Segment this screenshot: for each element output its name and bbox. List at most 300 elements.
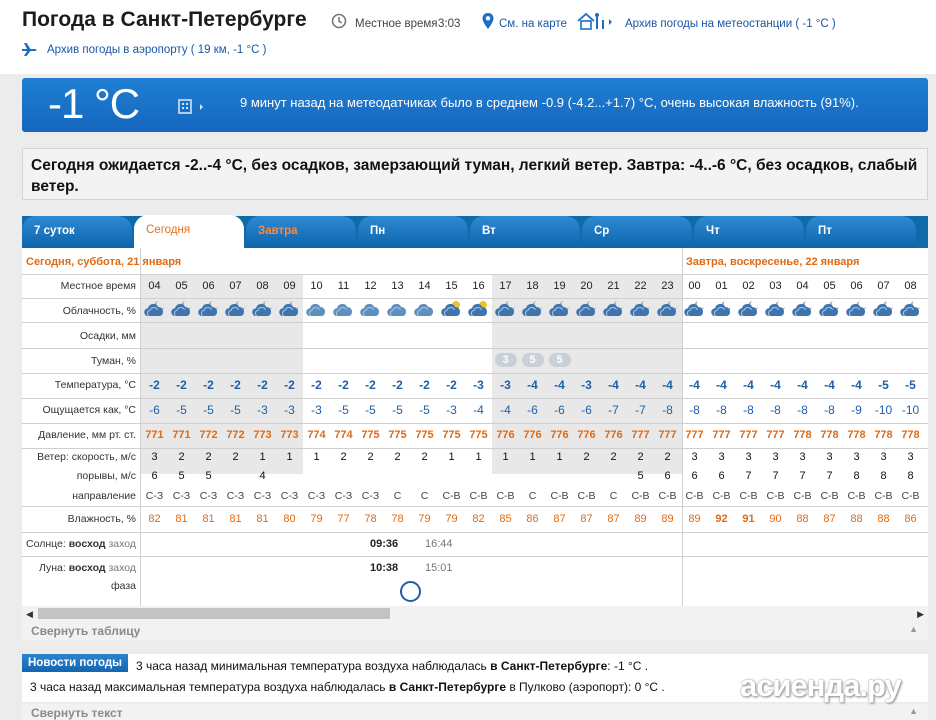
humidity-cell: 81 bbox=[256, 513, 269, 525]
fog-value: 5 bbox=[556, 354, 563, 366]
news-line-1-text: 3 часа назад минимальная температура воздуха наблюдалась bbox=[136, 659, 487, 673]
row-label-humidity: Влажность, % bbox=[67, 513, 136, 525]
scrollbar-thumb[interactable] bbox=[38, 608, 390, 619]
collapse-table-button[interactable] bbox=[22, 622, 928, 640]
hour-cell: 21 bbox=[607, 280, 620, 292]
wind-gust-cell: 5 bbox=[637, 470, 644, 482]
moon-rise-label: восход bbox=[68, 562, 106, 574]
hour-cell: 02 bbox=[742, 280, 755, 292]
map-pin-icon bbox=[481, 12, 495, 30]
date-today: Сегодня, суббота, 21 января bbox=[26, 256, 182, 268]
news-line-2-city: в Санкт-Петербурге bbox=[388, 680, 506, 694]
row-divider bbox=[22, 322, 928, 323]
sunrise-time: 09:36 bbox=[370, 538, 399, 550]
current-temperature: -1 °C bbox=[48, 80, 140, 127]
wind-direction-cell: С-З bbox=[334, 490, 353, 502]
temperature-cell: -2 bbox=[230, 378, 241, 392]
wind-speed-cell: 1 bbox=[529, 451, 536, 463]
wind-direction-cell: С-В bbox=[793, 490, 812, 502]
hour-cell: 09 bbox=[283, 280, 296, 292]
row-label-fog: Туман, % bbox=[91, 355, 136, 367]
hour-cell: 04 bbox=[148, 280, 161, 292]
tab-7[interactable]: Пт bbox=[806, 216, 916, 248]
hour-cell: 18 bbox=[526, 280, 539, 292]
humidity-cell: 79 bbox=[418, 513, 431, 525]
wind-direction-cell: С-В bbox=[766, 490, 785, 502]
hour-cell: 10 bbox=[310, 280, 323, 292]
collapse-text-up-icon: ▲ bbox=[909, 706, 918, 716]
temperature-cell: -3 bbox=[473, 378, 484, 392]
station-icon bbox=[576, 11, 616, 31]
cloud-icon bbox=[330, 299, 357, 322]
humidity-cell: 86 bbox=[526, 513, 539, 525]
wind-gust-cell: 7 bbox=[799, 470, 806, 482]
wind-speed-cell: 3 bbox=[151, 451, 158, 463]
news-line-1 bbox=[136, 659, 648, 673]
humidity-cell: 86 bbox=[904, 513, 917, 525]
temperature-cell: -4 bbox=[608, 378, 619, 392]
humidity-cell: 89 bbox=[661, 513, 674, 525]
wind-speed-cell: 3 bbox=[718, 451, 725, 463]
hour-cell: 17 bbox=[499, 280, 512, 292]
cloud-night-icon bbox=[870, 299, 897, 322]
tab-4[interactable]: Вт bbox=[470, 216, 580, 248]
fog-value: 3 bbox=[502, 354, 509, 366]
cloud-night-icon bbox=[708, 299, 735, 322]
wind-speed-cell: 2 bbox=[340, 451, 347, 463]
moon-phase-icon bbox=[400, 581, 421, 602]
humidity-cell: 88 bbox=[850, 513, 863, 525]
row-label-temp: Температура, °C bbox=[54, 379, 136, 391]
feels-like-cell: -3 bbox=[284, 403, 295, 417]
wind-speed-cell: 1 bbox=[475, 451, 482, 463]
wind-direction-cell: С-В bbox=[874, 490, 893, 502]
sun-set-label: заход bbox=[108, 538, 136, 550]
wind-speed-cell: 3 bbox=[745, 451, 752, 463]
tab-1[interactable]: Сегодня bbox=[134, 215, 244, 248]
wind-gust-cell: 7 bbox=[826, 470, 833, 482]
wind-speed-cell: 2 bbox=[664, 451, 671, 463]
wind-gust-cell: 7 bbox=[772, 470, 779, 482]
temperature-cell: -4 bbox=[635, 378, 646, 392]
temperature-cell: -4 bbox=[689, 378, 700, 392]
row-divider bbox=[22, 398, 928, 399]
news-line-1-value: : -1 °C . bbox=[607, 659, 649, 673]
temperature-cell: -5 bbox=[905, 378, 916, 392]
cloud-night-icon bbox=[762, 299, 789, 322]
scroll-right-icon[interactable]: ▶ bbox=[917, 609, 924, 619]
wind-speed-cell: 1 bbox=[286, 451, 293, 463]
row-divider bbox=[22, 448, 928, 449]
humidity-cell: 92 bbox=[715, 513, 728, 525]
humidity-cell: 91 bbox=[742, 513, 755, 525]
temperature-cell: -4 bbox=[527, 378, 538, 392]
humidity-cell: 88 bbox=[796, 513, 809, 525]
hour-cell: 03 bbox=[769, 280, 782, 292]
row-divider bbox=[22, 506, 928, 507]
wind-gust-cell: 5 bbox=[205, 470, 212, 482]
forecast-summary-text: Сегодня ожидается -2..-4 °C, без осадков, замерзающий туман, легкий ветер. Завтра: -4..-6 °C, без осадков, слабый ветер. bbox=[31, 157, 918, 195]
collapse-text-button[interactable] bbox=[22, 704, 928, 720]
row-label-precip: Осадки, мм bbox=[79, 330, 136, 342]
temperature-cell: -2 bbox=[149, 378, 160, 392]
feels-like-cell: -10 bbox=[901, 403, 920, 417]
feels-like-cell: -5 bbox=[230, 403, 241, 417]
wind-direction-cell: С-З bbox=[361, 490, 380, 502]
page-header bbox=[0, 0, 936, 74]
cloud-night-icon bbox=[897, 299, 924, 322]
cloud-sun-icon bbox=[465, 299, 492, 322]
humidity-cell: 78 bbox=[391, 513, 404, 525]
pressure-cell: 775 bbox=[469, 429, 488, 441]
collapse-table-label: Свернуть таблицу bbox=[31, 624, 141, 638]
airport-archive-link[interactable]: Архив погоды в аэропорту ( 19 км, -1 °C ) bbox=[47, 44, 267, 56]
pressure-cell: 776 bbox=[550, 429, 569, 441]
feels-like-cell: -5 bbox=[365, 403, 376, 417]
sunset-time: 16:44 bbox=[425, 538, 453, 550]
temperature-cell: -2 bbox=[203, 378, 214, 392]
wind-direction-cell: С-В bbox=[739, 490, 758, 502]
pressure-cell: 772 bbox=[199, 429, 218, 441]
pressure-cell: 775 bbox=[442, 429, 461, 441]
pressure-cell: 776 bbox=[577, 429, 596, 441]
temperature-cell: -2 bbox=[284, 378, 295, 392]
cloud-icon bbox=[357, 299, 384, 322]
pressure-cell: 777 bbox=[685, 429, 704, 441]
cloud-night-icon bbox=[222, 299, 249, 322]
humidity-cell: 88 bbox=[877, 513, 890, 525]
hour-cell: 15 bbox=[445, 280, 458, 292]
pressure-cell: 771 bbox=[172, 429, 191, 441]
cloud-sun-icon bbox=[438, 299, 465, 322]
news-line-2-value: в Пулково (аэропорт): 0 °C . bbox=[509, 680, 665, 694]
feels-like-cell: -8 bbox=[770, 403, 781, 417]
pressure-cell: 777 bbox=[766, 429, 785, 441]
wind-direction-cell: С-З bbox=[226, 490, 245, 502]
tab-3[interactable]: Пн bbox=[358, 216, 468, 248]
humidity-cell: 87 bbox=[823, 513, 836, 525]
wind-direction-cell: С bbox=[528, 490, 537, 502]
hour-cell: 00 bbox=[688, 280, 701, 292]
table-scrollbar[interactable] bbox=[22, 606, 928, 622]
cloud-night-icon bbox=[492, 299, 519, 322]
hour-cell: 06 bbox=[202, 280, 215, 292]
humidity-cell: 81 bbox=[202, 513, 215, 525]
pressure-cell: 778 bbox=[901, 429, 920, 441]
tab-0[interactable]: 7 суток bbox=[22, 216, 132, 248]
wind-direction-cell: С-З bbox=[199, 490, 218, 502]
news-line-2-text: 3 часа назад максимальная температура воздуха наблюдалась bbox=[30, 680, 386, 694]
pressure-cell: 775 bbox=[361, 429, 380, 441]
wind-speed-cell: 3 bbox=[826, 451, 833, 463]
wind-speed-cell: 3 bbox=[772, 451, 779, 463]
local-time-label: Местное время bbox=[355, 18, 438, 30]
temperature-cell: -4 bbox=[797, 378, 808, 392]
news-line-1-city: в Санкт-Петербурге bbox=[490, 659, 608, 673]
humidity-cell: 77 bbox=[337, 513, 350, 525]
moon-set-label: заход bbox=[108, 562, 136, 574]
feels-like-cell: -6 bbox=[581, 403, 592, 417]
wind-direction-cell: С-В bbox=[442, 490, 461, 502]
feels-like-cell: -8 bbox=[689, 403, 700, 417]
cloud-night-icon bbox=[600, 299, 627, 322]
hour-cell: 05 bbox=[175, 280, 188, 292]
sun-rise-label: восход bbox=[68, 538, 106, 550]
hour-cell: 08 bbox=[904, 280, 917, 292]
cloud-night-icon bbox=[735, 299, 762, 322]
cloud-icon bbox=[384, 299, 411, 322]
pressure-cell: 777 bbox=[631, 429, 650, 441]
watermark-logo: асиенда.ру bbox=[740, 668, 901, 703]
cloud-night-icon bbox=[519, 299, 546, 322]
temperature-cell: -2 bbox=[311, 378, 322, 392]
wind-speed-cell: 3 bbox=[691, 451, 698, 463]
wind-speed-cell: 3 bbox=[799, 451, 806, 463]
cloud-night-icon bbox=[573, 299, 600, 322]
wind-speed-cell: 2 bbox=[178, 451, 185, 463]
pressure-cell: 774 bbox=[307, 429, 326, 441]
current-weather-banner bbox=[22, 78, 928, 132]
wind-direction-cell: С-В bbox=[631, 490, 650, 502]
row-label-sun bbox=[22, 538, 136, 550]
temperature-cell: -4 bbox=[716, 378, 727, 392]
moonrise-time: 10:38 bbox=[370, 562, 399, 574]
feels-like-cell: -5 bbox=[392, 403, 403, 417]
hour-cell: 11 bbox=[337, 280, 350, 292]
wind-direction-cell: С-В bbox=[847, 490, 866, 502]
wind-direction-cell: С bbox=[393, 490, 402, 502]
wind-speed-cell: 3 bbox=[853, 451, 860, 463]
hour-cell: 13 bbox=[391, 280, 404, 292]
temperature-cell: -4 bbox=[662, 378, 673, 392]
wind-speed-cell: 2 bbox=[610, 451, 617, 463]
hour-cell: 14 bbox=[418, 280, 431, 292]
wind-speed-cell: 2 bbox=[367, 451, 374, 463]
wind-gust-cell: 8 bbox=[880, 470, 887, 482]
row-label-gusts: порывы, м/с bbox=[76, 470, 136, 482]
hour-cell: 12 bbox=[364, 280, 377, 292]
wind-direction-cell: С-В bbox=[577, 490, 596, 502]
wind-gust-cell: 5 bbox=[178, 470, 185, 482]
tab-6[interactable]: Чт bbox=[694, 216, 804, 248]
humidity-cell: 87 bbox=[553, 513, 566, 525]
pressure-cell: 774 bbox=[334, 429, 353, 441]
cloud-icon bbox=[411, 299, 438, 322]
hour-cell: 16 bbox=[472, 280, 485, 292]
temperature-cell: -2 bbox=[176, 378, 187, 392]
wind-direction-cell: С-В bbox=[820, 490, 839, 502]
day-tabs bbox=[22, 216, 928, 248]
pressure-cell: 777 bbox=[739, 429, 758, 441]
hour-cell: 07 bbox=[877, 280, 890, 292]
row-divider bbox=[22, 373, 928, 374]
collapse-up-icon: ▲ bbox=[909, 624, 918, 634]
humidity-cell: 81 bbox=[229, 513, 242, 525]
page-title: Погода в Санкт-Петербурге bbox=[22, 8, 307, 31]
scroll-left-icon[interactable]: ◀ bbox=[26, 609, 33, 619]
airplane-icon bbox=[21, 42, 37, 56]
feels-like-cell: -6 bbox=[527, 403, 538, 417]
row-label-phase: фаза bbox=[110, 580, 136, 592]
temperature-cell: -2 bbox=[446, 378, 457, 392]
humidity-cell: 81 bbox=[175, 513, 188, 525]
humidity-cell: 80 bbox=[283, 513, 296, 525]
feels-like-cell: -9 bbox=[851, 403, 862, 417]
cloud-night-icon bbox=[789, 299, 816, 322]
row-label-wind_speed: Ветер: скорость, м/с bbox=[37, 451, 136, 463]
feels-like-cell: -8 bbox=[743, 403, 754, 417]
tab-2[interactable]: Завтра bbox=[246, 216, 356, 248]
wind-speed-cell: 2 bbox=[394, 451, 401, 463]
row-label-direction: направление bbox=[72, 490, 136, 502]
feels-like-cell: -5 bbox=[203, 403, 214, 417]
feels-like-cell: -4 bbox=[500, 403, 511, 417]
wind-speed-cell: 1 bbox=[556, 451, 563, 463]
pressure-cell: 778 bbox=[820, 429, 839, 441]
cloud-night-icon bbox=[546, 299, 573, 322]
humidity-cell: 85 bbox=[499, 513, 512, 525]
row-label-moon bbox=[22, 562, 136, 574]
pressure-cell: 772 bbox=[226, 429, 245, 441]
wind-gust-cell: 4 bbox=[259, 470, 266, 482]
news-line-2 bbox=[30, 680, 665, 694]
feels-like-cell: -5 bbox=[338, 403, 349, 417]
wind-direction-cell: С bbox=[420, 490, 429, 502]
hour-cell: 06 bbox=[850, 280, 863, 292]
cloud-night-icon bbox=[276, 299, 303, 322]
temperature-cell: -4 bbox=[743, 378, 754, 392]
wind-direction-cell: С-З bbox=[280, 490, 299, 502]
wind-direction-cell: С-З bbox=[307, 490, 326, 502]
cloud-icon bbox=[303, 299, 330, 322]
hour-cell: 19 bbox=[553, 280, 566, 292]
map-link[interactable]: См. на карте bbox=[499, 18, 567, 30]
humidity-cell: 87 bbox=[580, 513, 593, 525]
feels-like-cell: -3 bbox=[311, 403, 322, 417]
temperature-cell: -5 bbox=[878, 378, 889, 392]
wind-direction-cell: С-В bbox=[658, 490, 677, 502]
feels-like-cell: -7 bbox=[608, 403, 619, 417]
row-label-cloud: Облачность, % bbox=[62, 305, 136, 317]
moonset-time: 15:01 bbox=[425, 562, 453, 574]
temperature-cell: -3 bbox=[500, 378, 511, 392]
wind-gust-cell: 8 bbox=[853, 470, 860, 482]
temperature-cell: -2 bbox=[392, 378, 403, 392]
cloud-night-icon bbox=[141, 299, 168, 322]
local-time-value: 3:03 bbox=[438, 18, 461, 30]
wind-direction-cell: С-В bbox=[901, 490, 920, 502]
cloud-night-icon bbox=[816, 299, 843, 322]
row-divider bbox=[22, 532, 928, 533]
pressure-cell: 775 bbox=[415, 429, 434, 441]
wind-speed-cell: 2 bbox=[583, 451, 590, 463]
tab-5[interactable]: Ср bbox=[582, 216, 692, 248]
wind-direction-cell: С-В bbox=[496, 490, 515, 502]
humidity-cell: 82 bbox=[472, 513, 485, 525]
wind-gust-cell: 6 bbox=[691, 470, 698, 482]
hour-cell: 04 bbox=[796, 280, 809, 292]
row-label-feels: Ощущается как, °C bbox=[42, 404, 136, 416]
row-divider bbox=[22, 556, 928, 557]
pressure-cell: 778 bbox=[874, 429, 893, 441]
cloud-night-icon bbox=[627, 299, 654, 322]
feels-like-cell: -3 bbox=[446, 403, 457, 417]
pressure-cell: 777 bbox=[658, 429, 677, 441]
pressure-cell: 775 bbox=[388, 429, 407, 441]
wind-gust-cell: 7 bbox=[745, 470, 752, 482]
humidity-cell: 89 bbox=[634, 513, 647, 525]
sensor-message: 9 минут назад на метеодатчиках было в среднем -0.9 (-4.2...+1.7) °C, очень высокая влажность (91%). bbox=[240, 95, 859, 110]
wind-direction-cell: С-З bbox=[253, 490, 272, 502]
feels-like-cell: -3 bbox=[257, 403, 268, 417]
fog-value: 5 bbox=[529, 354, 536, 366]
wind-direction-cell: С bbox=[609, 490, 618, 502]
wind-speed-cell: 1 bbox=[448, 451, 455, 463]
wind-direction-cell: С-В bbox=[550, 490, 569, 502]
hour-cell: 05 bbox=[823, 280, 836, 292]
pressure-cell: 773 bbox=[280, 429, 299, 441]
wind-speed-cell: 2 bbox=[205, 451, 212, 463]
humidity-cell: 78 bbox=[364, 513, 377, 525]
hour-cell: 01 bbox=[715, 280, 728, 292]
wind-speed-cell: 1 bbox=[313, 451, 320, 463]
pressure-cell: 776 bbox=[496, 429, 515, 441]
feels-like-cell: -5 bbox=[176, 403, 187, 417]
wind-gust-cell: 6 bbox=[664, 470, 671, 482]
temperature-cell: -2 bbox=[365, 378, 376, 392]
wind-speed-cell: 1 bbox=[259, 451, 266, 463]
hour-cell: 08 bbox=[256, 280, 269, 292]
humidity-cell: 89 bbox=[688, 513, 701, 525]
row-divider bbox=[22, 423, 928, 424]
sun-prefix: Солнце: bbox=[26, 538, 66, 550]
cloud-night-icon bbox=[168, 299, 195, 322]
pressure-cell: 778 bbox=[847, 429, 866, 441]
wind-speed-cell: 2 bbox=[637, 451, 644, 463]
feels-like-cell: -8 bbox=[716, 403, 727, 417]
wind-direction-cell: С-В bbox=[469, 490, 488, 502]
station-archive-link[interactable]: Архив погоды на метеостанции ( -1 °C ) bbox=[625, 18, 836, 30]
hour-cell: 23 bbox=[661, 280, 674, 292]
row-divider bbox=[22, 348, 928, 349]
row-label-local_time: Местное время bbox=[60, 280, 136, 292]
collapse-text-label: Свернуть текст bbox=[31, 706, 123, 720]
wind-direction-cell: С-В bbox=[712, 490, 731, 502]
feels-like-cell: -4 bbox=[473, 403, 484, 417]
forecast-summary bbox=[22, 148, 928, 200]
cloud-night-icon bbox=[195, 299, 222, 322]
cloud-night-icon bbox=[681, 299, 708, 322]
feels-like-cell: -5 bbox=[419, 403, 430, 417]
temperature-cell: -4 bbox=[824, 378, 835, 392]
wind-speed-cell: 3 bbox=[880, 451, 887, 463]
pressure-cell: 776 bbox=[523, 429, 542, 441]
wind-speed-cell: 2 bbox=[232, 451, 239, 463]
pressure-cell: 776 bbox=[604, 429, 623, 441]
hourly-forecast-table bbox=[22, 248, 928, 606]
humidity-cell: 82 bbox=[148, 513, 161, 525]
cloud-night-icon bbox=[249, 299, 276, 322]
temperature-cell: -2 bbox=[419, 378, 430, 392]
pressure-cell: 778 bbox=[793, 429, 812, 441]
pressure-cell: 771 bbox=[145, 429, 164, 441]
moon-prefix: Луна: bbox=[38, 562, 66, 574]
feels-like-cell: -6 bbox=[554, 403, 565, 417]
wind-speed-cell: 2 bbox=[421, 451, 428, 463]
pressure-cell: 777 bbox=[712, 429, 731, 441]
wind-direction-cell: С-В bbox=[685, 490, 704, 502]
humidity-cell: 79 bbox=[445, 513, 458, 525]
